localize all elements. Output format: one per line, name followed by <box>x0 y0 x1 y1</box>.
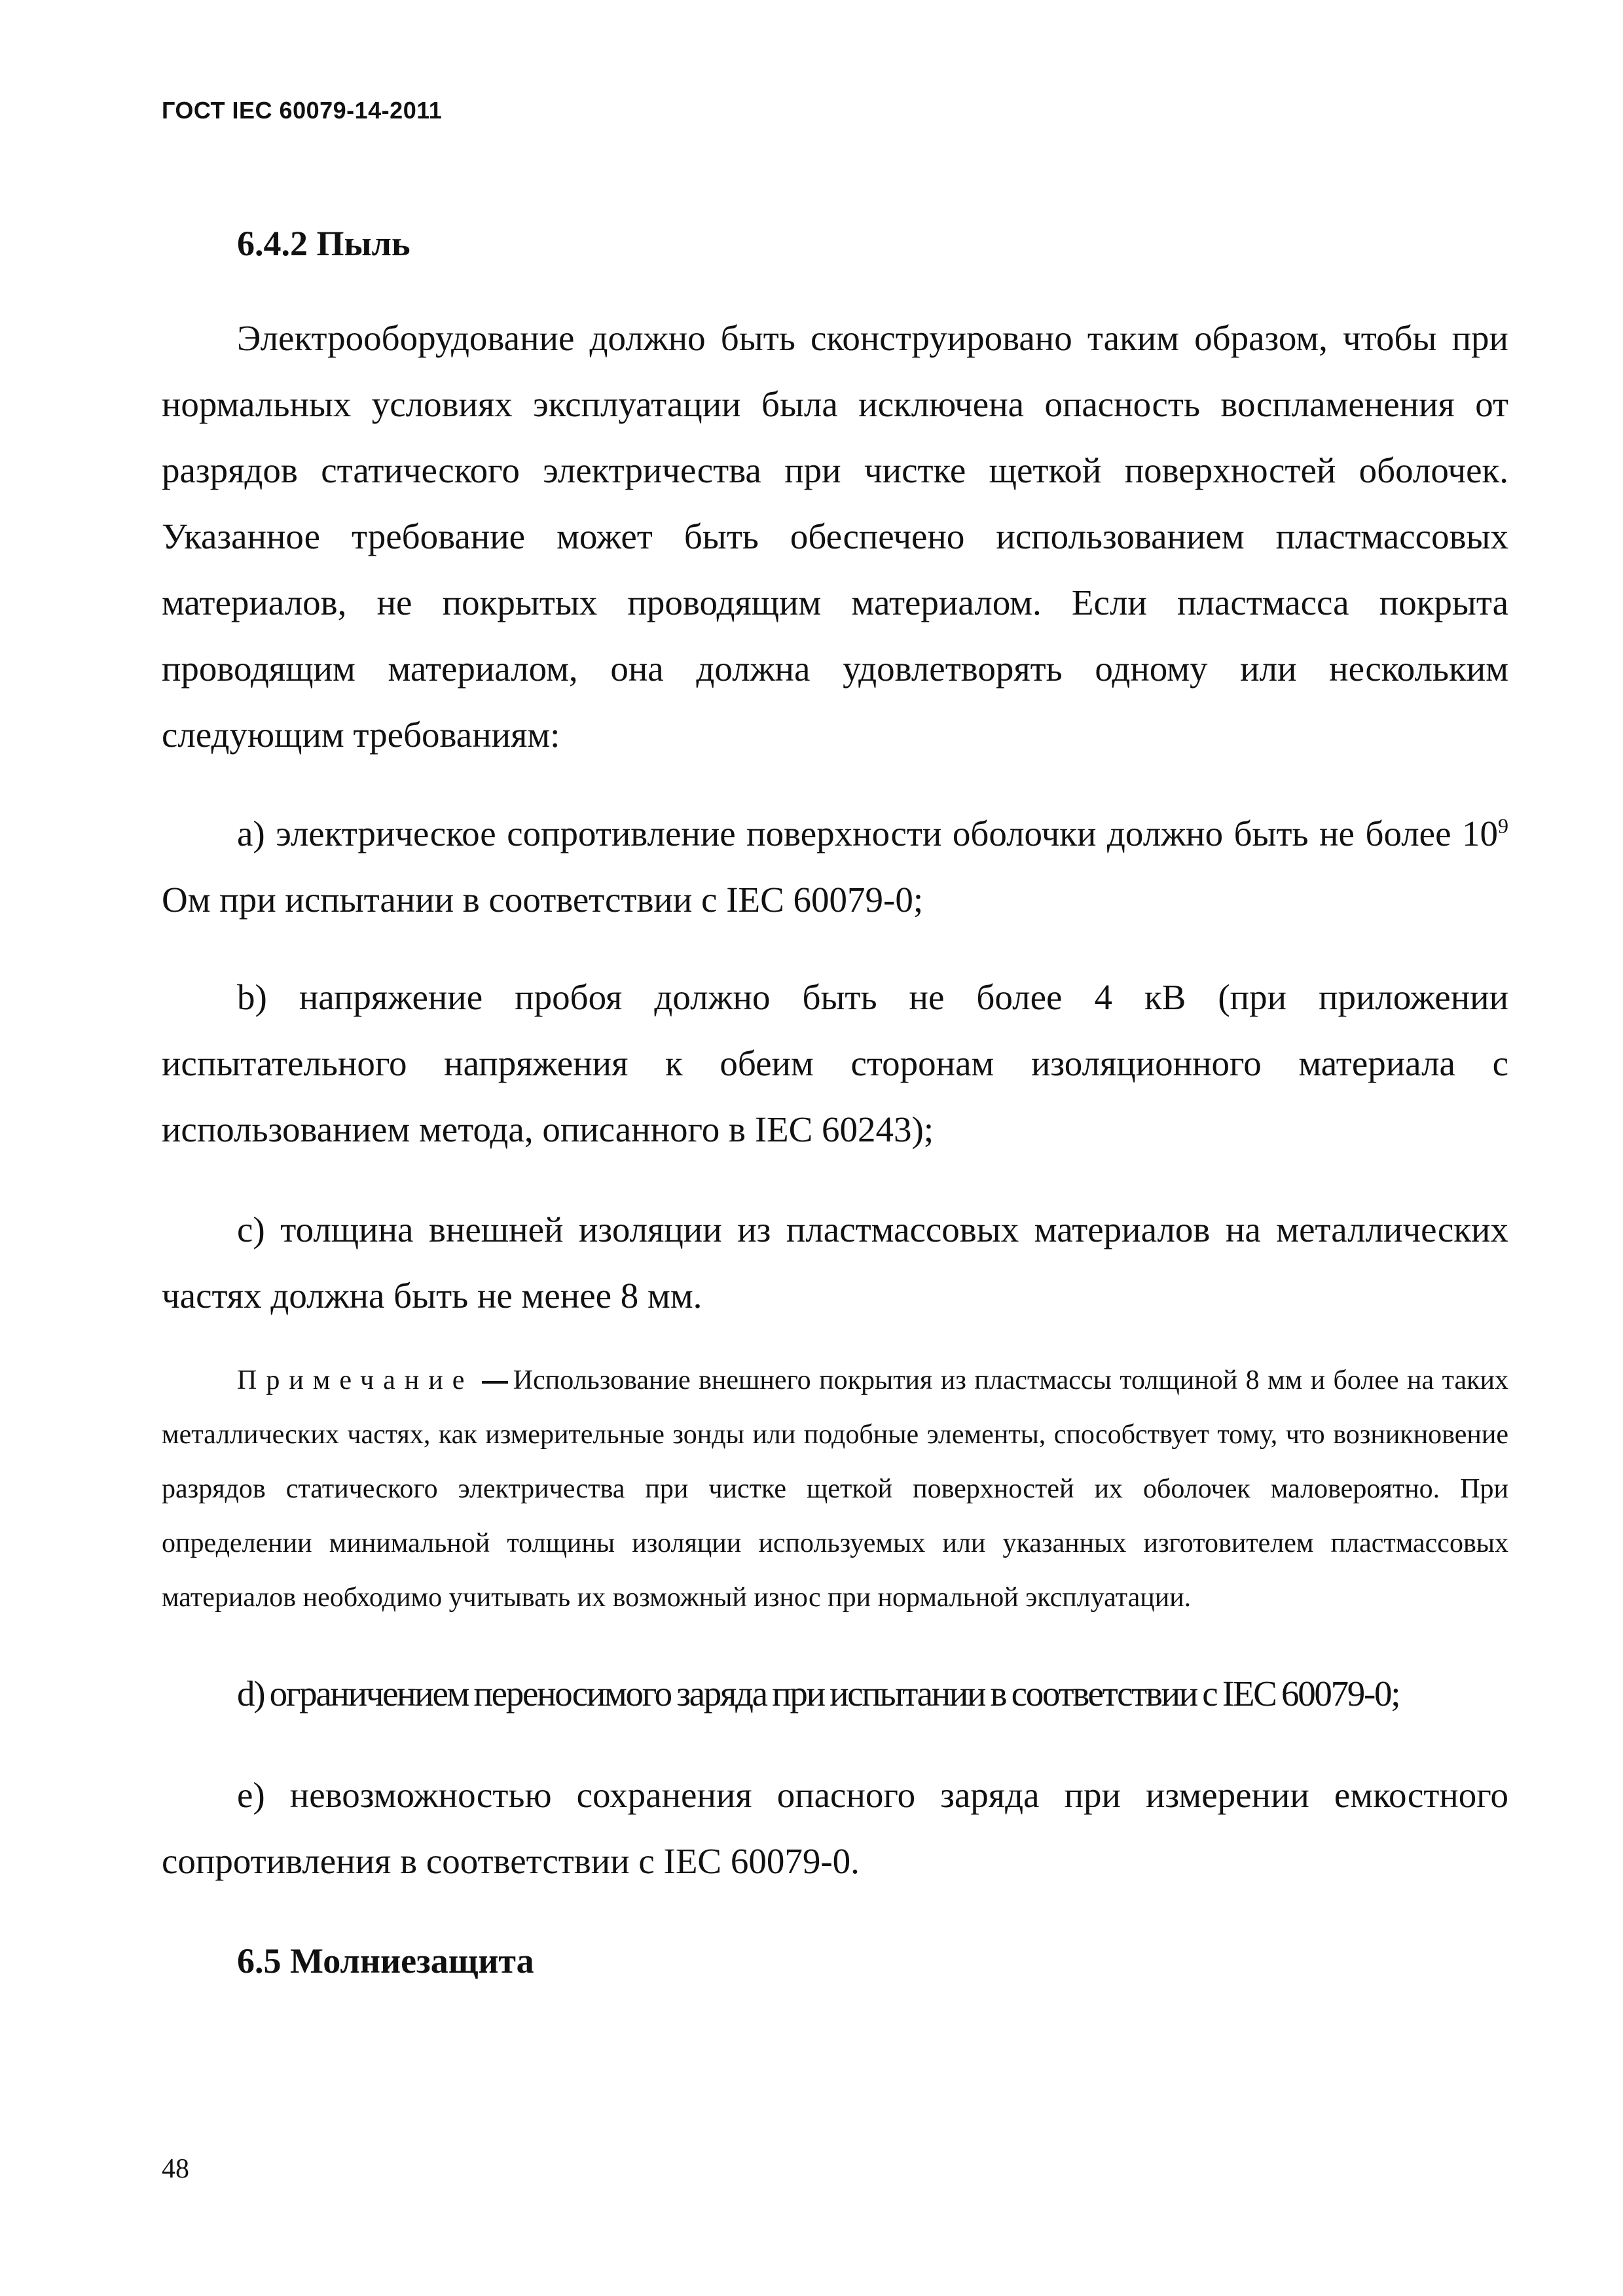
note-label: Примечание <box>237 1365 474 1395</box>
requirement-item-a <box>162 800 1508 933</box>
page-content <box>162 211 1508 1994</box>
requirement-item-b: b) напряжение пробоя должно быть не более 4 кВ (при приложении испытательного напряжения к обеим сторонам изоляционного материала с использованием метода, описанного в IEC 60243); <box>162 977 1508 1149</box>
requirement-item-e: e) невозможностью сохранения опасного заряда при измерении емкостного сопротивления в соответствии с IEC 60079-0. <box>162 1775 1508 1881</box>
note-dash <box>482 1381 508 1384</box>
section-title-6-5: 6.5 Молниезащита <box>237 1941 534 1981</box>
section-title-6-4-2: 6.4.2 Пыль <box>237 224 410 263</box>
document-code-header: ГОСТ IEC 60079-14-2011 <box>162 97 443 124</box>
requirement-item-d: d) ограничением переносимого заряда при испытании в соответствии с IEC 60079-0; <box>237 1674 1400 1713</box>
item-a-text: a) электрическое сопротивление поверхности оболочки должно быть не более 10 <box>237 814 1498 853</box>
page-number: 48 <box>162 2154 189 2184</box>
intro-paragraph: Электрооборудование должно быть сконструировано таким образом, чтобы при нормальных условиях эксплуатации была исключена опасность воспламенения от разрядов статического электричества при чистке щеткой поверхностей оболочек. Указанное требование может быть обеспечено использованием пластмассовых материалов, не покрытых проводящим материалом. Если пластмасса покрыта проводящим материалом, она должна удовлетворять одному или нескольким следующим требованиям: <box>162 318 1508 755</box>
item-a-exponent: 9 <box>1498 814 1508 838</box>
note-paragraph <box>162 1354 1508 1625</box>
item-a-text-end: Ом при испытании в соответствии с IEC 60079-0; <box>162 880 924 920</box>
note-text: Использование внешнего покрытия из пластмассы толщиной 8 мм и более на таких металлических частях, как измерительные зонды или подобные элементы, способствует тому, что возникновение разрядов статического электричества при чистке щеткой поверхностей их оболочек маловероятно. При определении минимальной толщины изоляции используемых или указанных изготовителем пластмассовых материалов необходимо учитывать их возможный износ при нормальной эксплуатации. <box>162 1365 1508 1613</box>
requirement-item-c: c) толщина внешней изоляции из пластмассовых материалов на металлических частях должна быть не менее 8 мм. <box>162 1210 1508 1316</box>
